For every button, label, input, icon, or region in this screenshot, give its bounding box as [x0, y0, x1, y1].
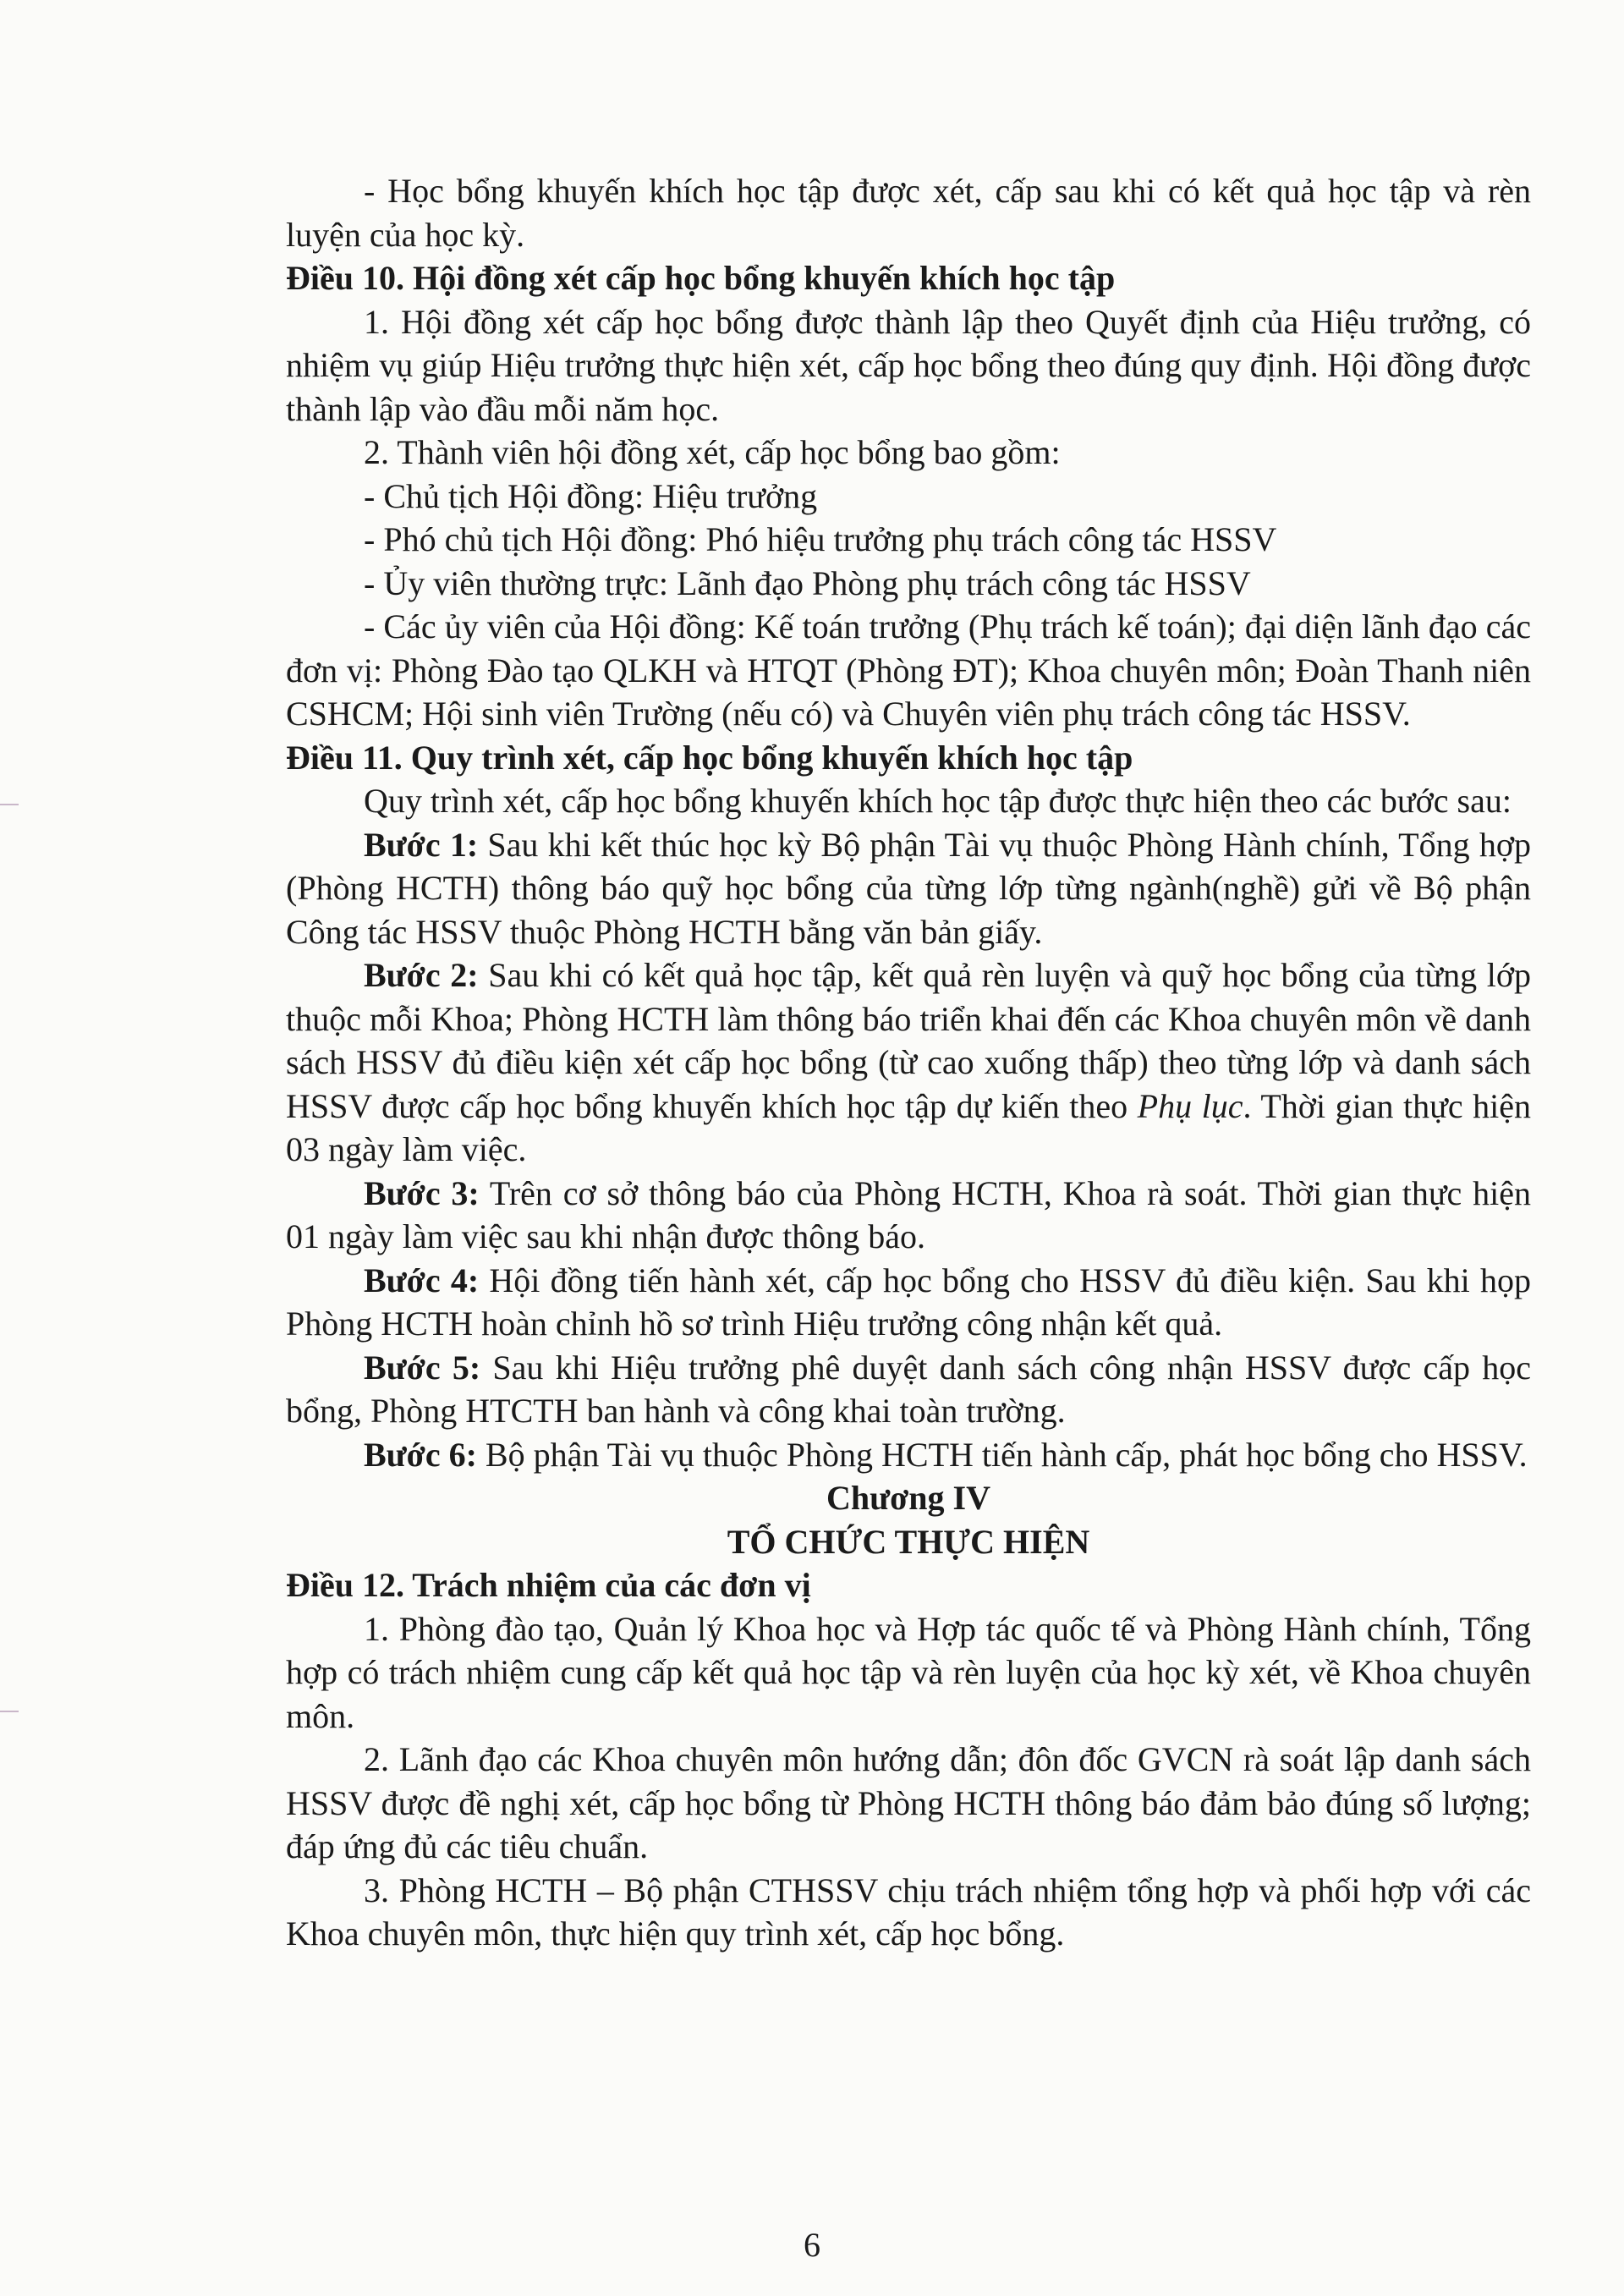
step-label: Bước 1:: [364, 825, 479, 864]
document-body: [286, 169, 1531, 1956]
step-text: Trên cơ sở thông báo của Phòng HCTH, Khoa rà soát. Thời gian thực hiện 01 ngày làm việc sau khi nhận được thông báo.: [286, 1173, 1532, 1255]
step-label: Bước 4:: [364, 1261, 480, 1299]
step-label: Bước 2:: [364, 956, 479, 994]
paragraph: 2. Thành viên hội đồng xét, cấp học bổng bao gồm:: [364, 433, 1061, 471]
step-label: Bước 5:: [364, 1348, 481, 1387]
left-edge-mark: [0, 804, 19, 805]
appendix-ref: Phụ lục: [1137, 1086, 1243, 1125]
paragraph: Quy trình xét, cấp học bổng khuyến khích học tập được thực hiện theo các bước sau:: [364, 782, 1512, 820]
article-10-heading: Điều 10. Hội đồng xét cấp học bổng khuyến khích học tập: [286, 259, 1116, 297]
step-3: [286, 1172, 1531, 1259]
step-4: [286, 1259, 1531, 1346]
step-6: [286, 1433, 1531, 1477]
step-text: Sau khi có kết quả học tập, kết quả rèn luyện và quỹ học bổng của từng lớp thuộc mỗi Khoa; Phòng HCTH làm thông báo triển khai đến các Khoa chuyên môn về danh sách HSSV đủ điều kiện xét cấp học bổng (từ cao xuống thấp) theo từng lớp và danh sách HSSV được cấp học bổng khuyến khích học tập dự kiến theo: [286, 956, 1532, 1125]
list-item: - Chủ tịch Hội đồng: Hiệu trưởng: [364, 476, 818, 515]
list-item: - Các ủy viên của Hội đồng: Kế toán trưởng (Phụ trách kế toán); đại diện lãnh đạo các đơn vị: Phòng Đào tạo QLKH và HTQT (Phòng ĐT); Khoa chuyên môn; Đoàn Thanh niên CSHCM; Hội sinh viên Trường (nếu có) và Chuyên viên phụ trách công tác HSSV.: [286, 607, 1531, 733]
step-5: [286, 1346, 1531, 1433]
chapter-title: TỔ CHỨC THỰC HIỆN: [727, 1522, 1090, 1561]
step-2: [286, 953, 1531, 1172]
step-text: Sau khi Hiệu trưởng phê duyệt danh sách công nhận HSSV được cấp học bổng, Phòng HTCTH ban hành và công khai toàn trường.: [286, 1348, 1532, 1430]
paragraph: 1. Phòng đào tạo, Quản lý Khoa học và Hợp tác quốc tế và Phòng Hành chính, Tổng hợp có trách nhiệm cung cấp kết quả học tập và rèn luyện của học kỳ xét, về Khoa chuyên môn.: [286, 1609, 1531, 1735]
paragraph: 3. Phòng HCTH – Bộ phận CTHSSV chịu trách nhiệm tổng hợp và phối hợp với các Khoa chuyên môn, thực hiện quy trình xét, cấp học bổng.: [286, 1870, 1531, 1953]
step-text: Bộ phận Tài vụ thuộc Phòng HCTH tiến hành cấp, phát học bổng cho HSSV.: [476, 1435, 1528, 1474]
step-text: Sau khi kết thúc học kỳ Bộ phận Tài vụ thuộc Phòng Hành chính, Tổng hợp (Phòng HCTH) thông báo quỹ học bổng của từng lớp từng ngành(nghề) gửi về Bộ phận Công tác HSSV thuộc Phòng HCTH bằng văn bản giấy.: [286, 825, 1531, 951]
left-edge-mark: [0, 1711, 19, 1712]
list-item: - Phó chủ tịch Hội đồng: Phó hiệu trưởng phụ trách công tác HSSV: [364, 520, 1277, 558]
step-label: Bước 6:: [364, 1435, 477, 1474]
paragraph: - Học bổng khuyến khích học tập được xét, cấp sau khi có kết quả học tập và rèn luyện của học kỳ.: [286, 172, 1531, 254]
step-text: Hội đồng tiến hành xét, cấp học bổng cho HSSV đủ điều kiện. Sau khi họp Phòng HCTH hoàn chỉnh hồ sơ trình Hiệu trưởng công nhận kết quả.: [286, 1261, 1532, 1343]
step-label: Bước 3:: [364, 1173, 480, 1212]
paragraph: 1. Hội đồng xét cấp học bổng được thành lập theo Quyết định của Hiệu trưởng, có nhiệm vụ giúp Hiệu trưởng thực hiện xét, cấp học bổng theo đúng quy định. Hội đồng được thành lập vào đầu mỗi năm học.: [286, 302, 1531, 428]
page-number: 6: [804, 2226, 820, 2264]
article-11-heading: Điều 11. Quy trình xét, cấp học bổng khuyến khích học tập: [286, 738, 1133, 777]
article-12-heading: Điều 12. Trách nhiệm của các đơn vị: [286, 1566, 811, 1604]
list-item: - Ủy viên thường trực: Lãnh đạo Phòng phụ trách công tác HSSV: [364, 563, 1251, 602]
step-text: . Thời gian thực hiện 03 ngày làm việc.: [286, 1086, 1531, 1168]
step-1: [286, 823, 1531, 954]
paragraph: 2. Lãnh đạo các Khoa chuyên môn hướng dẫn; đôn đốc GVCN rà soát lập danh sách HSSV được đề nghị xét, cấp học bổng từ Phòng HCTH thông báo đảm bảo đúng số lượng; đáp ứng đủ các tiêu chuẩn.: [286, 1740, 1531, 1865]
chapter-number: Chương IV: [826, 1479, 990, 1517]
